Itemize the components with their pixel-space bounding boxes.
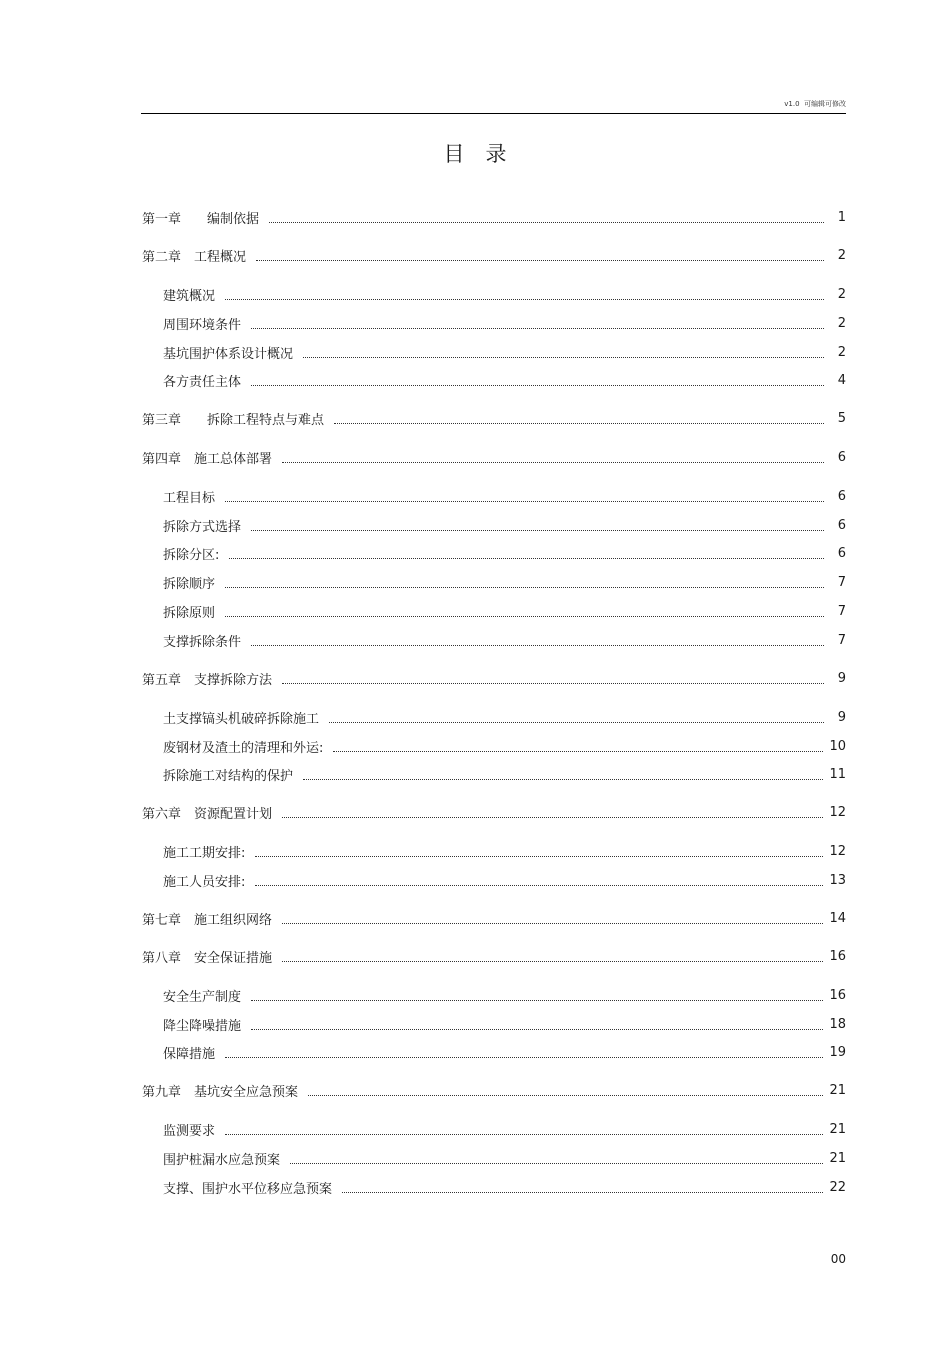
toc-entry-page: 2 bbox=[837, 247, 846, 263]
toc-leader-dots bbox=[282, 803, 823, 821]
toc-entry-page: 11 bbox=[829, 766, 846, 782]
toc-section-row[interactable] bbox=[163, 314, 846, 332]
toc-entry-page: 21 bbox=[829, 1150, 846, 1166]
toc-entry-label: 第九章 基坑安全应急预案 bbox=[142, 1084, 299, 1100]
toc-leader-dots bbox=[255, 842, 823, 860]
toc-title-text: 目 录 bbox=[443, 142, 507, 166]
toc-leader-dots bbox=[290, 1149, 823, 1167]
toc-entry-label: 第六章 资源配置计划 bbox=[142, 806, 273, 822]
toc-section-row[interactable] bbox=[163, 285, 846, 303]
toc-leader-dots bbox=[282, 669, 824, 687]
toc-leader-dots bbox=[256, 246, 824, 264]
toc-entry-page: 21 bbox=[829, 1082, 846, 1098]
toc-chapter-row[interactable] bbox=[142, 208, 846, 226]
toc-section-row[interactable] bbox=[163, 708, 846, 726]
toc-entry-page: 2 bbox=[837, 344, 846, 360]
toc-entry-page: 16 bbox=[829, 987, 846, 1003]
toc-leader-dots bbox=[251, 314, 824, 332]
toc-entry-page: 9 bbox=[837, 709, 846, 725]
toc-leader-dots bbox=[255, 871, 823, 889]
toc-entry-page: 6 bbox=[837, 449, 846, 465]
toc-chapter-row[interactable] bbox=[142, 1081, 846, 1099]
toc-entry-page: 9 bbox=[837, 670, 846, 686]
toc-leader-dots bbox=[251, 371, 824, 389]
toc-leader-dots bbox=[251, 631, 824, 649]
toc-chapter-row[interactable] bbox=[142, 669, 846, 687]
toc-section-row[interactable] bbox=[163, 343, 846, 361]
toc-entry-page: 12 bbox=[829, 843, 846, 859]
toc-leader-dots bbox=[251, 1015, 823, 1033]
toc-section-row[interactable] bbox=[163, 1015, 846, 1033]
toc-leader-dots bbox=[334, 409, 824, 427]
toc-section-row[interactable] bbox=[163, 1149, 846, 1167]
toc-leader-dots bbox=[282, 909, 823, 927]
toc-entry-label: 周围环境条件 bbox=[163, 317, 242, 333]
toc-section-row[interactable] bbox=[163, 871, 846, 889]
toc-section-row[interactable] bbox=[163, 986, 846, 1004]
toc-entry-page: 2 bbox=[837, 286, 846, 302]
header-version-note: v1.0 可编辑可修改 bbox=[784, 100, 846, 108]
toc-section-row[interactable] bbox=[163, 487, 846, 505]
toc-entry-label: 监测要求 bbox=[163, 1123, 216, 1139]
footer-page-number: 00 bbox=[830, 1252, 846, 1266]
toc-entry-label: 建筑概况 bbox=[163, 288, 216, 304]
toc-leader-dots bbox=[342, 1178, 823, 1196]
toc-entry-label: 第八章 安全保证措施 bbox=[142, 950, 273, 966]
toc-entry-label: 第五章 支撑拆除方法 bbox=[142, 672, 273, 688]
toc-entry-label: 基坑围护体系设计概况 bbox=[163, 346, 294, 362]
toc-leader-dots bbox=[251, 516, 824, 534]
toc-leader-dots bbox=[269, 208, 824, 226]
toc-entry-page: 21 bbox=[829, 1121, 846, 1137]
toc-entry-label: 工程目标 bbox=[163, 490, 216, 506]
toc-title bbox=[0, 138, 950, 168]
toc-entry-page: 14 bbox=[829, 910, 846, 926]
toc-entry-page: 4 bbox=[837, 372, 846, 388]
toc-entry-label: 第七章 施工组织网络 bbox=[142, 912, 273, 928]
toc-leader-dots bbox=[303, 765, 823, 783]
toc-section-row[interactable] bbox=[163, 602, 846, 620]
toc-leader-dots bbox=[251, 986, 823, 1004]
toc-entry-page: 6 bbox=[837, 488, 846, 504]
toc-entry-label: 支撑、围护水平位移应急预案 bbox=[163, 1181, 333, 1197]
toc-entry-label: 支撑拆除条件 bbox=[163, 634, 242, 650]
toc-leader-dots bbox=[225, 1043, 823, 1061]
toc-entry-label: 拆除原则 bbox=[163, 605, 216, 621]
toc-leader-dots bbox=[225, 573, 824, 591]
toc-entry-page: 10 bbox=[829, 738, 846, 754]
toc-leader-dots bbox=[329, 708, 824, 726]
toc-leader-dots bbox=[282, 947, 823, 965]
toc-leader-dots bbox=[333, 737, 823, 755]
toc-chapter-row[interactable] bbox=[142, 803, 846, 821]
toc-section-row[interactable] bbox=[163, 371, 846, 389]
toc-entry-page: 7 bbox=[837, 603, 846, 619]
toc-section-row[interactable] bbox=[163, 573, 846, 591]
toc-leader-dots bbox=[229, 544, 824, 562]
toc-entry-label: 第一章 编制依据 bbox=[142, 211, 260, 227]
toc-chapter-row[interactable] bbox=[142, 409, 846, 427]
toc-chapter-row[interactable] bbox=[142, 246, 846, 264]
toc-entry-label: 土支撑镐头机破碎拆除施工 bbox=[163, 711, 320, 727]
toc-entry-label: 施工工期安排: bbox=[163, 845, 246, 861]
toc-entry-page: 6 bbox=[837, 545, 846, 561]
toc-section-row[interactable] bbox=[163, 765, 846, 783]
toc-entry-page: 6 bbox=[837, 517, 846, 533]
toc-entry-page: 19 bbox=[829, 1044, 846, 1060]
toc-leader-dots bbox=[225, 487, 824, 505]
toc-entry-label: 各方责任主体 bbox=[163, 374, 242, 390]
toc-section-row[interactable] bbox=[163, 737, 846, 755]
toc-entry-label: 安全生产制度 bbox=[163, 989, 242, 1005]
toc-entry-label: 施工人员安排: bbox=[163, 874, 246, 890]
toc-entry-label: 降尘降噪措施 bbox=[163, 1018, 242, 1034]
toc-chapter-row[interactable] bbox=[142, 448, 846, 466]
toc-chapter-row[interactable] bbox=[142, 947, 846, 965]
toc-entry-page: 5 bbox=[837, 410, 846, 426]
header-divider bbox=[141, 113, 846, 114]
toc-entry-page: 12 bbox=[829, 804, 846, 820]
toc-section-row[interactable] bbox=[163, 1043, 846, 1061]
toc-section-row[interactable] bbox=[163, 1178, 846, 1196]
toc-entry-label: 拆除分区: bbox=[163, 547, 220, 563]
toc-leader-dots bbox=[225, 285, 824, 303]
toc-leader-dots bbox=[225, 602, 824, 620]
toc-section-row[interactable] bbox=[163, 1120, 846, 1138]
toc-leader-dots bbox=[303, 343, 824, 361]
toc-leader-dots bbox=[308, 1081, 823, 1099]
toc-entry-label: 废钢材及渣土的清理和外运: bbox=[163, 740, 324, 756]
toc-section-row[interactable] bbox=[163, 631, 846, 649]
toc-entry-label: 拆除顺序 bbox=[163, 576, 216, 592]
toc-entry-page: 7 bbox=[837, 574, 846, 590]
toc-entry-page: 22 bbox=[829, 1179, 846, 1195]
toc-section-row[interactable] bbox=[163, 516, 846, 534]
toc-leader-dots bbox=[282, 448, 824, 466]
toc-entry-label: 围护桩漏水应急预案 bbox=[163, 1152, 281, 1168]
toc-entry-label: 第四章 施工总体部署 bbox=[142, 451, 273, 467]
toc-entry-label: 第三章 拆除工程特点与难点 bbox=[142, 412, 325, 428]
toc-entry-label: 拆除方式选择 bbox=[163, 519, 242, 535]
toc-leader-dots bbox=[225, 1120, 823, 1138]
toc-section-row[interactable] bbox=[163, 544, 846, 562]
toc-chapter-row[interactable] bbox=[142, 909, 846, 927]
toc-entry-page: 16 bbox=[829, 948, 846, 964]
toc-entry-page: 1 bbox=[837, 209, 846, 225]
toc-entry-label: 第二章 工程概况 bbox=[142, 249, 247, 265]
toc-entry-page: 2 bbox=[837, 315, 846, 331]
toc-entry-page: 13 bbox=[829, 872, 846, 888]
toc-entry-label: 保障措施 bbox=[163, 1046, 216, 1062]
toc-section-row[interactable] bbox=[163, 842, 846, 860]
toc-entry-label: 拆除施工对结构的保护 bbox=[163, 768, 294, 784]
toc-entry-page: 18 bbox=[829, 1016, 846, 1032]
toc-entry-page: 7 bbox=[837, 632, 846, 648]
